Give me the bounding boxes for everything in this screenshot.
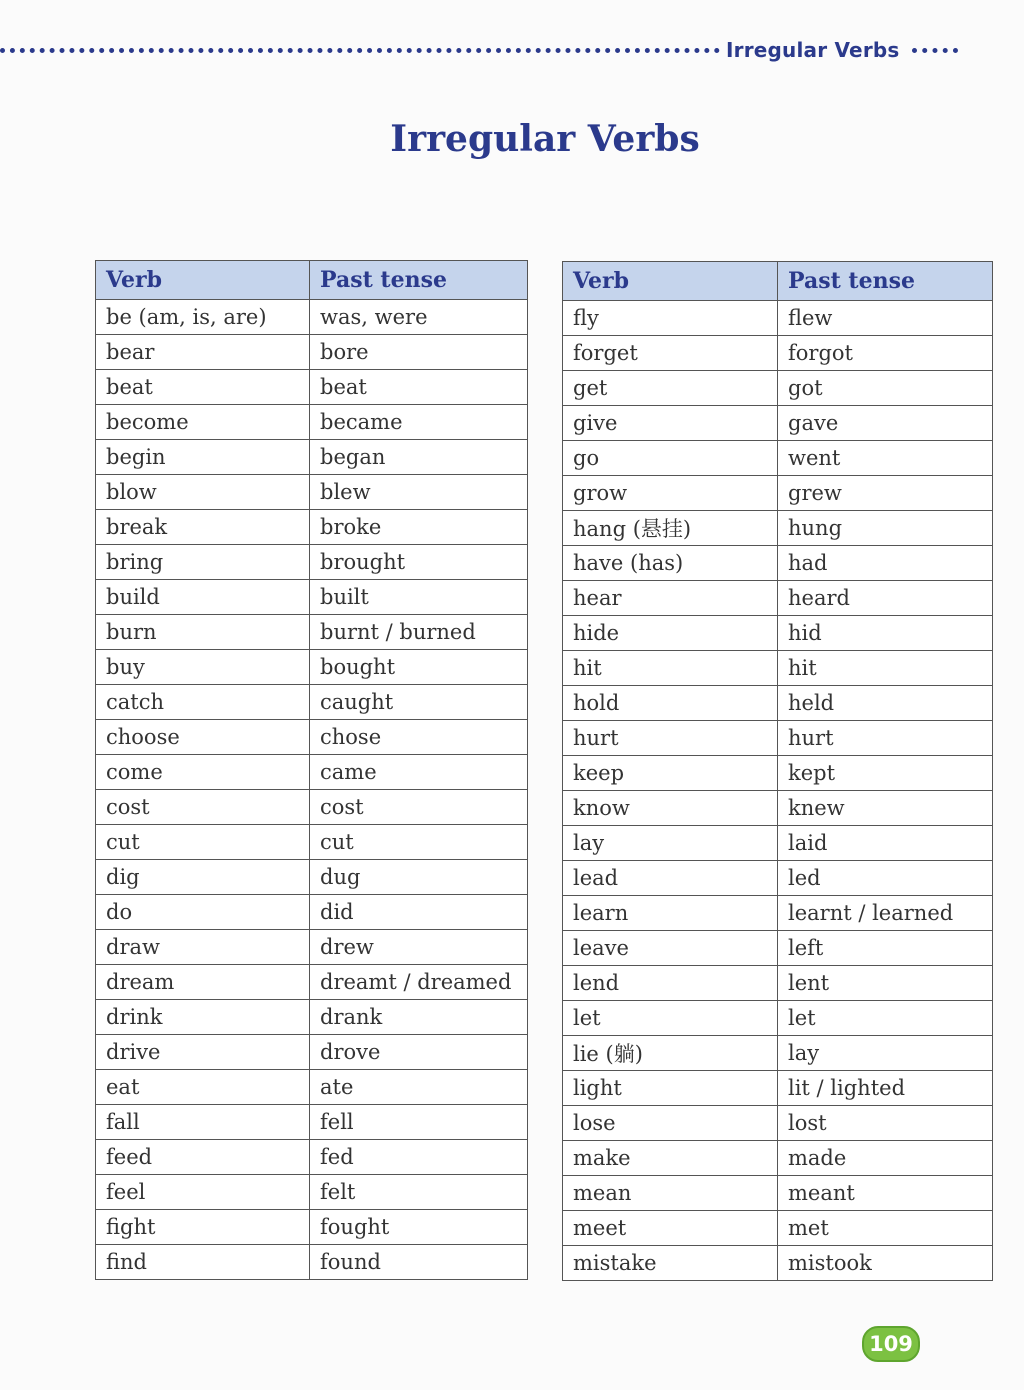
past-tense-cell: fell (310, 1105, 528, 1140)
verb-cell: leave (563, 931, 778, 966)
verb-cell: draw (96, 930, 310, 965)
past-tense-cell: ate (310, 1070, 528, 1105)
past-tense-cell: had (778, 546, 993, 581)
verb-cell: dream (96, 965, 310, 1000)
verb-cell: mean (563, 1176, 778, 1211)
verb-cell: catch (96, 685, 310, 720)
past-tense-cell: brought (310, 545, 528, 580)
table-row (96, 300, 528, 335)
past-tense-cell: found (310, 1245, 528, 1280)
past-tense-cell: hid (778, 616, 993, 651)
past-tense-cell: flew (778, 301, 993, 336)
verb-cell: find (96, 1245, 310, 1280)
table-row (563, 371, 993, 406)
verb-cell: hold (563, 686, 778, 721)
verb-cell: grow (563, 476, 778, 511)
verb-cell: lead (563, 861, 778, 896)
verb-cell: blow (96, 475, 310, 510)
verb-cell: learn (563, 896, 778, 931)
table-row (563, 546, 993, 581)
verb-cell: be (am, is, are) (96, 300, 310, 335)
past-tense-cell: became (310, 405, 528, 440)
verb-cell: begin (96, 440, 310, 475)
past-tense-cell: lost (778, 1106, 993, 1141)
verb-cell: fight (96, 1210, 310, 1245)
verb-cell: lie (躺) (563, 1036, 778, 1071)
past-tense-cell: made (778, 1141, 993, 1176)
past-tense-cell: met (778, 1211, 993, 1246)
table-row (563, 1211, 993, 1246)
table-row (563, 791, 993, 826)
past-tense-cell: dreamt / dreamed (310, 965, 528, 1000)
verb-cell: know (563, 791, 778, 826)
running-header (0, 40, 960, 60)
past-tense-cell: knew (778, 791, 993, 826)
past-tense-cell: hurt (778, 721, 993, 756)
table-row (563, 406, 993, 441)
verb-cell: forget (563, 336, 778, 371)
verb-cell: have (has) (563, 546, 778, 581)
verb-cell: cut (96, 825, 310, 860)
table-row (96, 510, 528, 545)
past-tense-cell: lent (778, 966, 993, 1001)
past-tense-cell: grew (778, 476, 993, 511)
table-header-row (563, 262, 993, 301)
table-row (563, 896, 993, 931)
table-row (96, 1070, 528, 1105)
past-tense-cell: beat (310, 370, 528, 405)
past-tense-cell: came (310, 755, 528, 790)
table-row (563, 441, 993, 476)
past-tense-cell: burnt / burned (310, 615, 528, 650)
page-number-badge: 109 (862, 1326, 920, 1362)
past-tense-cell: did (310, 895, 528, 930)
verb-cell: buy (96, 650, 310, 685)
past-tense-cell: learnt / learned (778, 896, 993, 931)
table-row (96, 545, 528, 580)
verb-cell: go (563, 441, 778, 476)
past-tense-cell: lay (778, 1036, 993, 1071)
table-row (96, 440, 528, 475)
table-row (563, 1141, 993, 1176)
past-tense-cell: drew (310, 930, 528, 965)
table-row (563, 966, 993, 1001)
past-tense-cell: gave (778, 406, 993, 441)
verb-cell: hang (悬挂) (563, 511, 778, 546)
table-row (96, 335, 528, 370)
table-row (96, 615, 528, 650)
table-body (563, 301, 993, 1281)
dotted-rule-end (912, 48, 958, 53)
past-tense-cell: felt (310, 1175, 528, 1210)
table-row (96, 895, 528, 930)
past-tense-cell: cut (310, 825, 528, 860)
table-row (563, 476, 993, 511)
table-row (563, 1001, 993, 1036)
past-tense-cell: forgot (778, 336, 993, 371)
verb-cell: hear (563, 581, 778, 616)
table-row (96, 1210, 528, 1245)
verb-cell: lose (563, 1106, 778, 1141)
table-row (563, 826, 993, 861)
table-row (563, 756, 993, 791)
column-header-past-tense: Past tense (778, 262, 993, 301)
verb-cell: do (96, 895, 310, 930)
past-tense-cell: got (778, 371, 993, 406)
verb-cell: feel (96, 1175, 310, 1210)
table-row (96, 685, 528, 720)
verb-cell: fly (563, 301, 778, 336)
past-tense-cell: let (778, 1001, 993, 1036)
table-row (563, 616, 993, 651)
past-tense-cell: broke (310, 510, 528, 545)
table-row (96, 825, 528, 860)
verb-cell: keep (563, 756, 778, 791)
past-tense-cell: bore (310, 335, 528, 370)
past-tense-cell: fought (310, 1210, 528, 1245)
table-row (563, 1071, 993, 1106)
past-tense-cell: led (778, 861, 993, 896)
past-tense-cell: fed (310, 1140, 528, 1175)
verb-cell: hit (563, 651, 778, 686)
verb-cell: dig (96, 860, 310, 895)
table-row (96, 1245, 528, 1280)
verb-cell: fall (96, 1105, 310, 1140)
table-row (563, 1106, 993, 1141)
table-header-row (96, 261, 528, 300)
verb-cell: drink (96, 1000, 310, 1035)
table-row (563, 581, 993, 616)
past-tense-cell: was, were (310, 300, 528, 335)
verb-cell: become (96, 405, 310, 440)
table-row (96, 405, 528, 440)
verb-cell: get (563, 371, 778, 406)
verb-cell: eat (96, 1070, 310, 1105)
verb-cell: break (96, 510, 310, 545)
table-body (96, 300, 528, 1280)
table-row (563, 686, 993, 721)
column-header-verb: Verb (563, 262, 778, 301)
verb-cell: come (96, 755, 310, 790)
past-tense-cell: drank (310, 1000, 528, 1035)
table-row (563, 1246, 993, 1281)
past-tense-cell: cost (310, 790, 528, 825)
table-row (96, 1035, 528, 1070)
verb-cell: hurt (563, 721, 778, 756)
verb-cell: light (563, 1071, 778, 1106)
past-tense-cell: began (310, 440, 528, 475)
table-row (96, 860, 528, 895)
running-head-title: Irregular Verbs (726, 38, 900, 62)
past-tense-cell: laid (778, 826, 993, 861)
verb-cell: let (563, 1001, 778, 1036)
table-row (96, 1140, 528, 1175)
verb-cell: make (563, 1141, 778, 1176)
table-row (96, 580, 528, 615)
past-tense-cell: dug (310, 860, 528, 895)
verb-cell: mistake (563, 1246, 778, 1281)
past-tense-cell: went (778, 441, 993, 476)
table-row (563, 721, 993, 756)
table-row (96, 965, 528, 1000)
table-row (563, 301, 993, 336)
verb-cell: beat (96, 370, 310, 405)
column-header-verb: Verb (96, 261, 310, 300)
past-tense-cell: held (778, 686, 993, 721)
verb-cell: cost (96, 790, 310, 825)
verb-cell: bring (96, 545, 310, 580)
verb-cell: meet (563, 1211, 778, 1246)
irregular-verbs-table-left (95, 260, 528, 1280)
verb-cell: drive (96, 1035, 310, 1070)
verb-cell: give (563, 406, 778, 441)
verb-cell: lend (563, 966, 778, 1001)
past-tense-cell: built (310, 580, 528, 615)
dotted-rule (0, 48, 720, 53)
verb-cell: lay (563, 826, 778, 861)
past-tense-cell: chose (310, 720, 528, 755)
past-tense-cell: drove (310, 1035, 528, 1070)
table-row (563, 1176, 993, 1211)
past-tense-cell: hit (778, 651, 993, 686)
table-row (96, 755, 528, 790)
verb-cell: build (96, 580, 310, 615)
table-row (96, 650, 528, 685)
verb-cell: feed (96, 1140, 310, 1175)
table-row (563, 1036, 993, 1071)
past-tense-cell: heard (778, 581, 993, 616)
irregular-verbs-table-right (562, 261, 993, 1281)
past-tense-cell: left (778, 931, 993, 966)
table-row (96, 475, 528, 510)
past-tense-cell: mistook (778, 1246, 993, 1281)
verb-cell: hide (563, 616, 778, 651)
table-row (96, 1105, 528, 1140)
past-tense-cell: blew (310, 475, 528, 510)
verb-cell: choose (96, 720, 310, 755)
column-header-past-tense: Past tense (310, 261, 528, 300)
verb-cell: burn (96, 615, 310, 650)
table-row (563, 931, 993, 966)
table-row (96, 930, 528, 965)
page-title: Irregular Verbs (390, 118, 700, 160)
table-row (96, 720, 528, 755)
past-tense-cell: bought (310, 650, 528, 685)
table-row (96, 1000, 528, 1035)
past-tense-cell: caught (310, 685, 528, 720)
past-tense-cell: meant (778, 1176, 993, 1211)
table-row (96, 370, 528, 405)
table-row (563, 336, 993, 371)
verb-cell: bear (96, 335, 310, 370)
table-row (96, 790, 528, 825)
table-row (563, 861, 993, 896)
table-row (563, 511, 993, 546)
past-tense-cell: kept (778, 756, 993, 791)
past-tense-cell: lit / lighted (778, 1071, 993, 1106)
table-row (563, 651, 993, 686)
table-row (96, 1175, 528, 1210)
past-tense-cell: hung (778, 511, 993, 546)
